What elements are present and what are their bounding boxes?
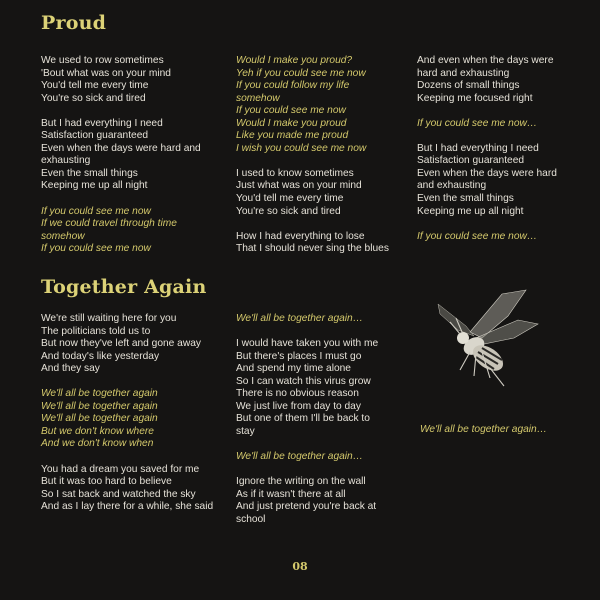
lyric-line: If you could see me now… [417,117,538,129]
song-title-together-again: Together Again [41,276,207,298]
lyric-line: If you could see me now [41,205,151,217]
lyric-line: So I can watch this virus grow [236,375,371,387]
lyric-line: But we don't know where [41,425,154,437]
wasp-caption: We'll all be together again… [420,424,547,435]
lyric-line: You'd tell me every time [41,80,149,92]
lyric-line: and exhausting [417,180,487,192]
stanza-gap [417,105,557,118]
stanza-gap [236,155,389,168]
lyric-line: But I had everything I need [41,117,163,129]
page-number: 08 [292,560,308,573]
lyric-line: Satisfaction guaranteed [417,155,525,167]
lyric-line: There is no obvious reason [236,388,359,400]
lyric-line: So I sat back and watched the sky [41,488,196,500]
lyric-line: Satisfaction guaranteed [41,130,149,142]
lyric-line: 'Bout what was on your mind [41,67,171,79]
stanza-gap [41,193,201,206]
lyric-line: That I should never sing the blues [236,243,389,255]
lyric-line: Yeh if you could see me now [236,67,366,79]
stanza-gap [417,218,557,231]
lyric-line: somehow [41,230,85,242]
lyric-line: And just pretend you're back at [236,501,377,513]
lyric-line: I wish you could see me now [236,142,367,154]
lyric-line: But I had everything I need [417,142,539,154]
lyric-line: Even the small things [417,193,514,205]
proud-verse-column-2 [236,55,389,256]
lyric-line: We'll all be together again… [236,313,363,324]
stanza-gap [41,376,213,389]
wasp-icon [430,286,550,396]
lyric-line: I used to know sometimes [236,167,354,179]
stanza-gap [41,105,201,118]
lyric-line: You're so sick and tired [41,92,146,104]
lyric-line: hard and exhausting [417,67,510,79]
proud-verse-column-1 [41,55,201,256]
lyric-line: We'll all be together again [41,388,158,400]
lyric-line: If you could see me now [41,243,151,255]
lyric-line: If you could see me now… [417,230,538,242]
lyric-line: We used to row sometimes [41,55,164,66]
lyric-line: Even when the days were hard [417,167,557,179]
lyric-line: Would I make you proud [236,117,347,129]
lyric-line: How I had everything to lose [236,230,365,242]
lyric-line: If you could follow my life [236,80,350,92]
song-title-proud: Proud [41,12,107,34]
lyric-line: Keeping me up all night [41,180,148,192]
lyric-line: stay [236,425,255,437]
lyric-line: But it was too hard to believe [41,476,172,488]
lyric-line: And we don't know when [41,438,154,450]
proud-verse-column-3 [417,55,557,243]
lyric-line: You had a dream you saved for me [41,463,200,475]
lyric-line: And today's like yesterday [41,350,160,362]
lyric-line: We're still waiting here for you [41,313,177,324]
lyric-line: The politicians told us to [41,325,151,337]
lyric-line: Like you made me proud [236,130,349,142]
stanza-gap [236,464,378,477]
lyric-line: We just live from day to day [236,400,361,412]
lyric-line: somehow [236,92,280,104]
lyric-line: Ignore the writing on the wall [236,476,366,488]
stanza-gap [236,438,378,451]
lyric-line: I would have taken you with me [236,338,379,350]
lyric-line: We'll all be together again [41,400,158,412]
lyric-line: You're so sick and tired [236,205,341,217]
lyric-line: school [236,513,266,525]
lyric-line: If you could see me now [236,105,346,117]
lyric-line: Keeping me up all night [417,205,524,217]
lyric-line: As if it wasn't there at all [236,488,346,500]
lyric-line: But one of them I'll be back to [236,413,370,425]
stanza-gap [41,451,213,464]
lyric-line: But now they've left and gone away [41,338,201,350]
lyric-line: And as I lay there for a while, she said [41,501,214,513]
lyric-line: And even when the days were [417,55,554,66]
lyric-line: exhausting [41,155,91,167]
lyric-line: But there's places I must go [236,350,362,362]
stanza-gap [236,326,378,339]
stanza-gap [236,218,389,231]
lyric-line: Just what was on your mind [236,180,362,192]
lyric-line: And they say [41,363,100,375]
lyric-line: Dozens of small things [417,80,520,92]
together-verse-column-1 [41,313,213,514]
lyric-line: Even when the days were hard and [41,142,201,154]
lyric-line: We'll all be together again… [236,451,363,463]
lyric-line: And spend my time alone [236,363,351,375]
together-verse-column-2 [236,313,378,526]
lyric-line: Even the small things [41,167,138,179]
stanza-gap [417,130,557,143]
lyric-line: Keeping me focused right [417,92,533,104]
lyric-line: You'd tell me every time [236,193,344,205]
lyric-line: We'll all be together again [41,413,158,425]
lyric-line: Would I make you proud? [236,55,353,66]
lyric-line: If we could travel through time [41,218,177,230]
